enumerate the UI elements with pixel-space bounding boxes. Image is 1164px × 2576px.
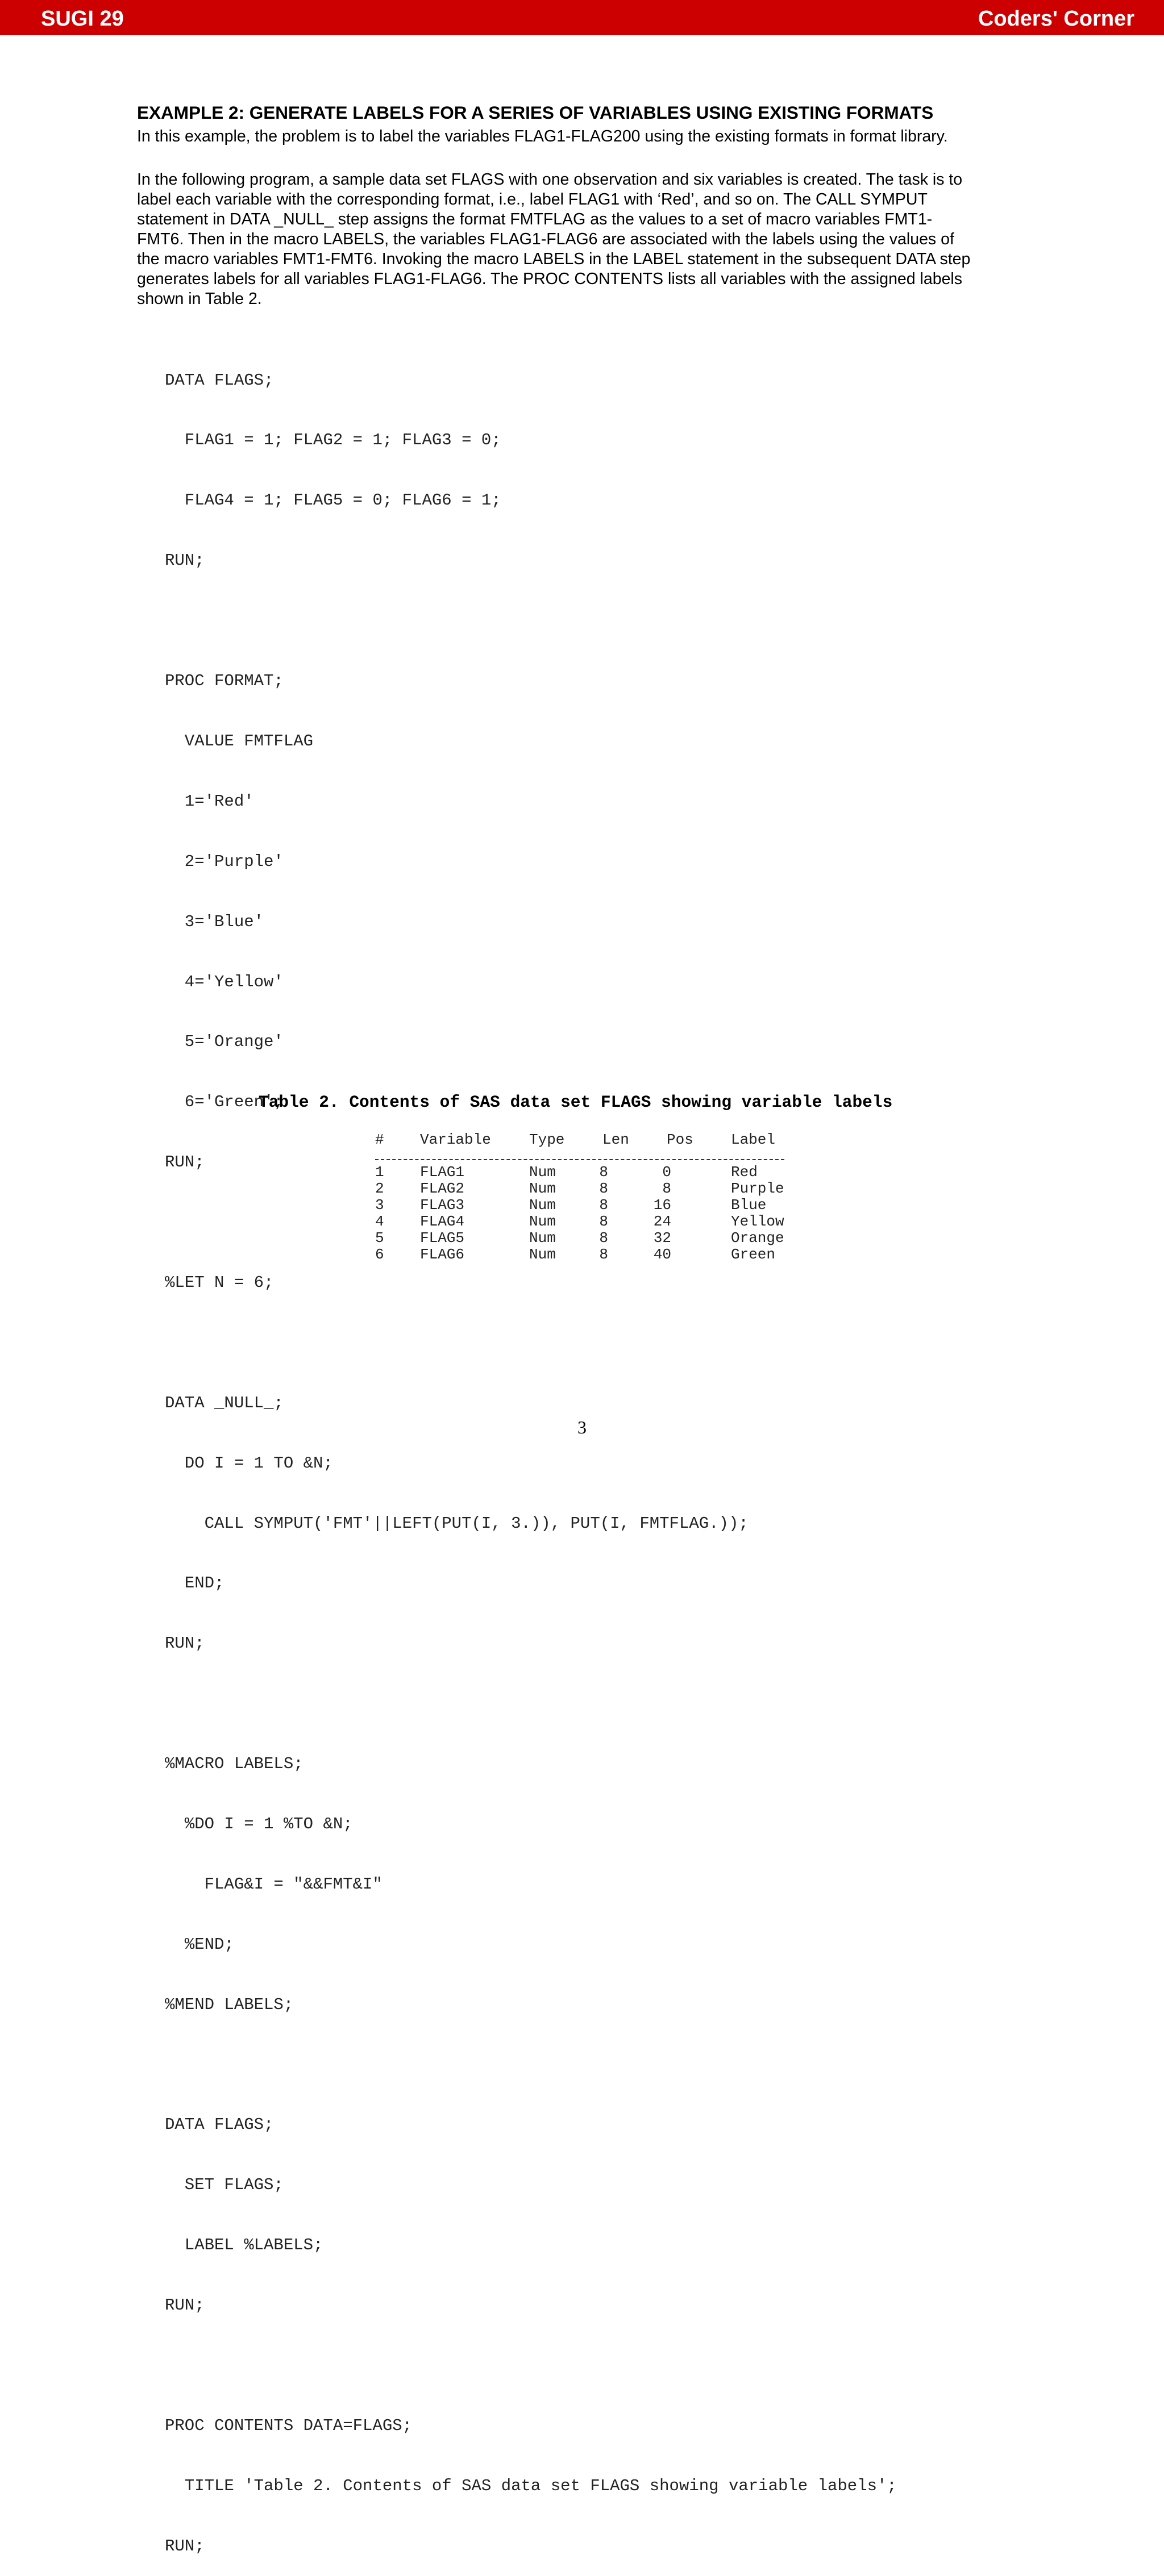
code-line: 3='Blue' [165, 912, 264, 931]
code-line: END; [165, 1574, 225, 1593]
description-paragraph [137, 170, 1035, 309]
paragraph-line: In the following program, a sample data set FLAGS with one observation and six variables is created. The task is to [137, 170, 963, 189]
example-heading: EXAMPLE 2: GENERATE LABELS FOR A SERIES OF VARIABLES USING EXISTING FORMATS [137, 102, 934, 123]
cell-len: 8 [599, 1246, 608, 1263]
paragraph-line: the macro variables FMT1-FMT6. Invoking the macro LABELS in the LABEL statement in the subsequent DATA step [137, 250, 971, 268]
table-row [375, 1197, 784, 1213]
cell-label: Orange [731, 1229, 784, 1247]
table-row [375, 1213, 784, 1229]
code-line: 1='Red' [165, 791, 254, 811]
paragraph-line: shown in Table 2. [137, 290, 262, 308]
cell-number: 2 [375, 1180, 384, 1197]
code-line: SET FLAGS; [165, 2175, 284, 2195]
cell-variable: FLAG3 [420, 1197, 465, 1214]
page-number: 3 [577, 1417, 587, 1437]
cell-len: 8 [599, 1197, 608, 1214]
cell-label: Red [731, 1164, 758, 1181]
code-line: PROC CONTENTS DATA=FLAGS; [165, 2416, 413, 2435]
code-line: %DO I = 1 %TO &N; [165, 1814, 353, 1833]
column-header: # [375, 1131, 384, 1148]
cell-variable: FLAG4 [420, 1213, 465, 1230]
code-line: RUN; [165, 2296, 205, 2315]
paragraph-line: statement in DATA _NULL_ step assigns the format FMTFLAG as the values to a set of macro variables FMT1- [137, 210, 933, 228]
cell-variable: FLAG1 [420, 1164, 465, 1181]
code-line: %MEND LABELS; [165, 1995, 294, 2014]
code-line: %MACRO LABELS; [165, 1754, 304, 1774]
cell-label: Green [731, 1246, 776, 1263]
cell-len: 8 [599, 1180, 608, 1197]
cell-type: Num [529, 1180, 556, 1197]
code-line: DATA FLAGS; [165, 2115, 274, 2135]
code-line: %LET N = 6; [165, 1273, 274, 1292]
cell-number: 1 [375, 1164, 384, 1181]
cell-label: Blue [731, 1197, 767, 1214]
cell-variable: FLAG5 [420, 1229, 465, 1247]
paragraph-line: label each variable with the corresponding format, i.e., label FLAG1 with ‘Red’, and so on. The CALL SYMPUT [137, 190, 928, 209]
code-line: DATA FLAGS; [165, 370, 274, 390]
code-line [165, 2356, 897, 2375]
code-line: RUN; [165, 1634, 205, 1653]
cell-variable: FLAG2 [420, 1180, 465, 1197]
code-line: TITLE 'Table 2. Contents of SAS data set FLAGS showing variable labels'; [165, 2476, 897, 2495]
sas-code-block [165, 330, 897, 2576]
cell-type: Num [529, 1197, 556, 1214]
cell-variable: FLAG6 [420, 1246, 465, 1263]
code-line: RUN; [165, 2536, 205, 2556]
cell-number: 3 [375, 1197, 384, 1214]
code-line [165, 611, 897, 631]
intro-paragraph: In this example, the problem is to label the variables FLAG1-FLAG200 using the existing formats in format library. [137, 127, 948, 145]
code-line: 6='Green'; [165, 1093, 284, 1112]
code-line: 4='Yellow' [165, 972, 284, 991]
section-label: Coders' Corner [978, 7, 1134, 31]
column-header: Len [602, 1131, 629, 1148]
code-line: 5='Orange' [165, 1032, 284, 1052]
code-line [165, 1333, 897, 1353]
contents-table [375, 1131, 784, 1262]
paragraph-line: generates labels for all variables FLAG1-FLAG6. The PROC CONTENTS lists all variables with the assigned labels [137, 270, 962, 288]
table-title: Table 2. Contents of SAS data set FLAGS showing variable labels [259, 1093, 893, 1112]
cell-pos: 0 [662, 1164, 671, 1181]
cell-label: Yellow [731, 1213, 784, 1230]
code-line [165, 2055, 897, 2075]
cell-number: 4 [375, 1213, 384, 1230]
code-line: DATA _NULL_; [165, 1393, 284, 1412]
cell-label: Purple [731, 1180, 784, 1197]
cell-pos: 8 [662, 1180, 671, 1197]
table-row [375, 1229, 784, 1246]
code-line: DO I = 1 TO &N; [165, 1453, 333, 1473]
cell-pos: 32 [653, 1229, 671, 1247]
code-line: 2='Purple' [165, 852, 284, 871]
cell-type: Num [529, 1164, 556, 1181]
page-header-bar [0, 0, 1164, 35]
code-line: LABEL %LABELS; [165, 2236, 323, 2255]
column-header: Label [731, 1131, 776, 1148]
cell-type: Num [529, 1246, 556, 1263]
code-line: PROC FORMAT; [165, 672, 284, 691]
column-header: Pos [667, 1131, 693, 1148]
code-line: RUN; [165, 1153, 205, 1172]
header-separator [375, 1144, 784, 1160]
table-body [375, 1164, 784, 1262]
code-line: RUN; [165, 551, 205, 570]
table-row [375, 1246, 784, 1262]
code-line: VALUE FMTFLAG [165, 731, 314, 751]
code-line: CALL SYMPUT('FMT'||LEFT(PUT(I, 3.)), PUT(I, FMTFLAG.)); [165, 1514, 749, 1533]
cell-pos: 16 [653, 1197, 671, 1214]
cell-pos: 24 [653, 1213, 671, 1230]
cell-len: 8 [599, 1213, 608, 1230]
cell-pos: 40 [653, 1246, 671, 1263]
code-line: %END; [165, 1935, 234, 1954]
paragraph-line: FMT6. Then in the macro LABELS, the variables FLAG1-FLAG6 are associated with the labels using the values of [137, 230, 954, 248]
column-header: Variable [420, 1131, 491, 1148]
cell-len: 8 [599, 1164, 608, 1181]
code-line: FLAG4 = 1; FLAG5 = 0; FLAG6 = 1; [165, 491, 501, 510]
column-header: Type [529, 1131, 565, 1148]
code-line: FLAG1 = 1; FLAG2 = 1; FLAG3 = 0; [165, 431, 501, 450]
conference-label: SUGI 29 [41, 7, 124, 31]
cell-len: 8 [599, 1229, 608, 1247]
cell-type: Num [529, 1229, 556, 1247]
table-row [375, 1180, 784, 1197]
code-line [165, 1694, 897, 1714]
cell-number: 5 [375, 1229, 384, 1247]
table-row [375, 1164, 784, 1180]
cell-type: Num [529, 1213, 556, 1230]
cell-number: 6 [375, 1246, 384, 1263]
code-line: FLAG&I = "&&FMT&I" [165, 1874, 383, 1894]
